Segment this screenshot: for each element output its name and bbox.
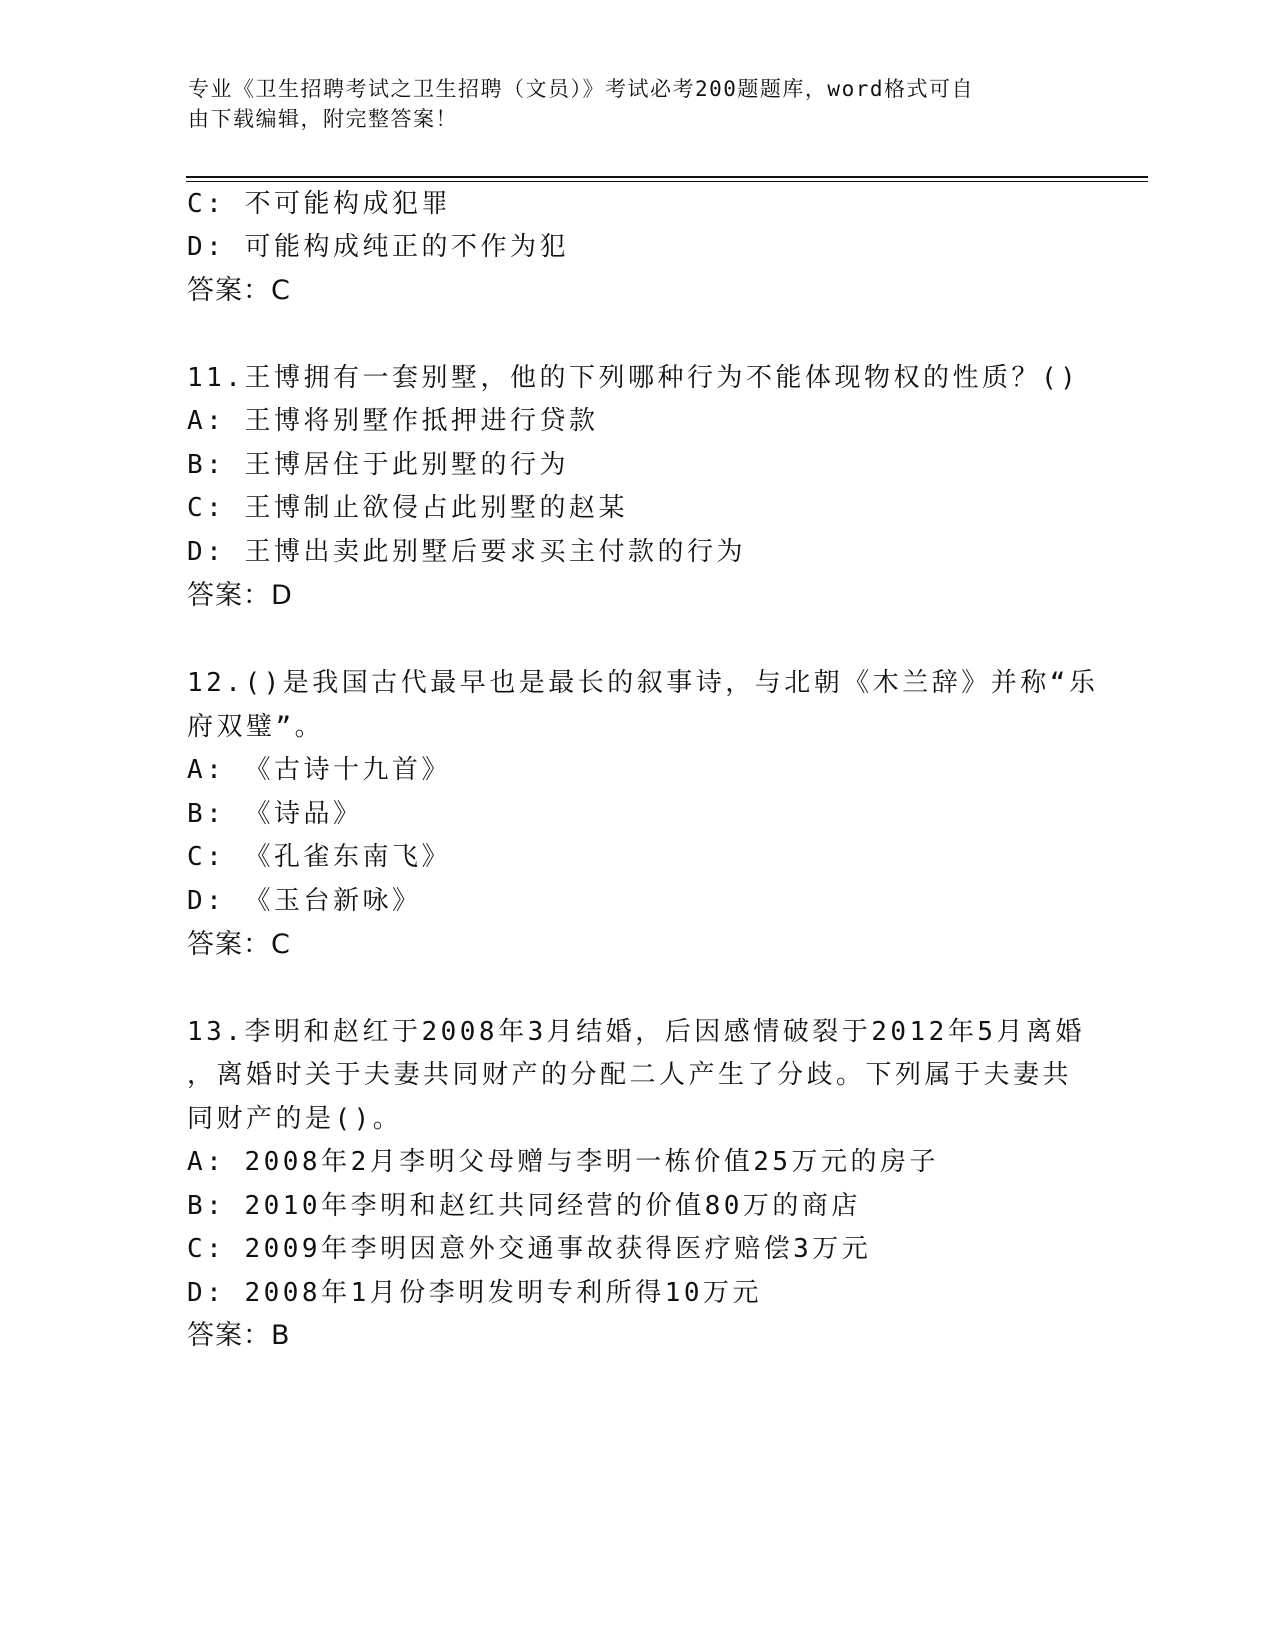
header-rule-thin: [186, 181, 1148, 182]
q13-stem-line-2: ，离婚时关于夫妻共同财产的分配二人产生了分歧。下列属于夫妻共: [187, 1060, 1073, 1090]
q13-option-a: A: 2008年2月李明父母赠与李明一栋价值25万元的房子: [187, 1147, 940, 1177]
q12-option-c: C: 《孔雀东南飞》: [187, 842, 451, 872]
header-line-1: 专业《卫生招聘考试之卫生招聘（文员）》考试必考200题题库，word格式可自: [188, 77, 974, 101]
q12-stem-line-1: 12.()是我国古代最早也是最长的叙事诗，与北朝《木兰辞》并称“乐: [187, 668, 1099, 698]
q11-option-a: A: 王博将别墅作抵押进行贷款: [187, 406, 599, 436]
prev-option-d: D: 可能构成纯正的不作为犯: [187, 232, 569, 262]
header-line-2: 由下载编辑，附完整答案！: [188, 107, 458, 131]
q11-option-b: B: 王博居住于此别墅的行为: [187, 450, 569, 480]
q12-option-b: B: 《诗品》: [187, 799, 363, 829]
q12-option-d: D: 《玉台新咏》: [187, 886, 422, 916]
q13-stem-line-1: 13.李明和赵红于2008年3月结婚，后因感情破裂于2012年5月离婚: [187, 1017, 1085, 1047]
q13-option-c: C: 2009年李明因意外交通事故获得医疗赔偿3万元: [187, 1234, 872, 1264]
q11-option-d: D: 王博出卖此别墅后要求买主付款的行为: [187, 537, 746, 567]
q11-stem: 11.王博拥有一套别墅，他的下列哪种行为不能体现物权的性质？(): [187, 363, 1080, 393]
q11-answer: 答案：D: [187, 580, 293, 611]
prev-answer: 答案：C: [187, 275, 291, 306]
q12-answer: 答案：C: [187, 929, 291, 960]
q12-stem-line-2: 府双璧”。: [187, 712, 325, 742]
header-rule-thick: [186, 176, 1148, 178]
q12-option-a: A: 《古诗十九首》: [187, 755, 451, 785]
prev-option-c: C: 不可能构成犯罪: [187, 189, 451, 219]
q13-option-b: B: 2010年李明和赵红共同经营的价值80万的商店: [187, 1191, 861, 1221]
q13-stem-line-3: 同财产的是()。: [187, 1104, 403, 1134]
document-header: [188, 74, 1068, 134]
q11-option-c: C: 王博制止欲侵占此别墅的赵某: [187, 493, 628, 523]
q13-answer: 答案：B: [187, 1320, 291, 1351]
q13-option-d: D: 2008年1月份李明发明专利所得10万元: [187, 1278, 763, 1308]
